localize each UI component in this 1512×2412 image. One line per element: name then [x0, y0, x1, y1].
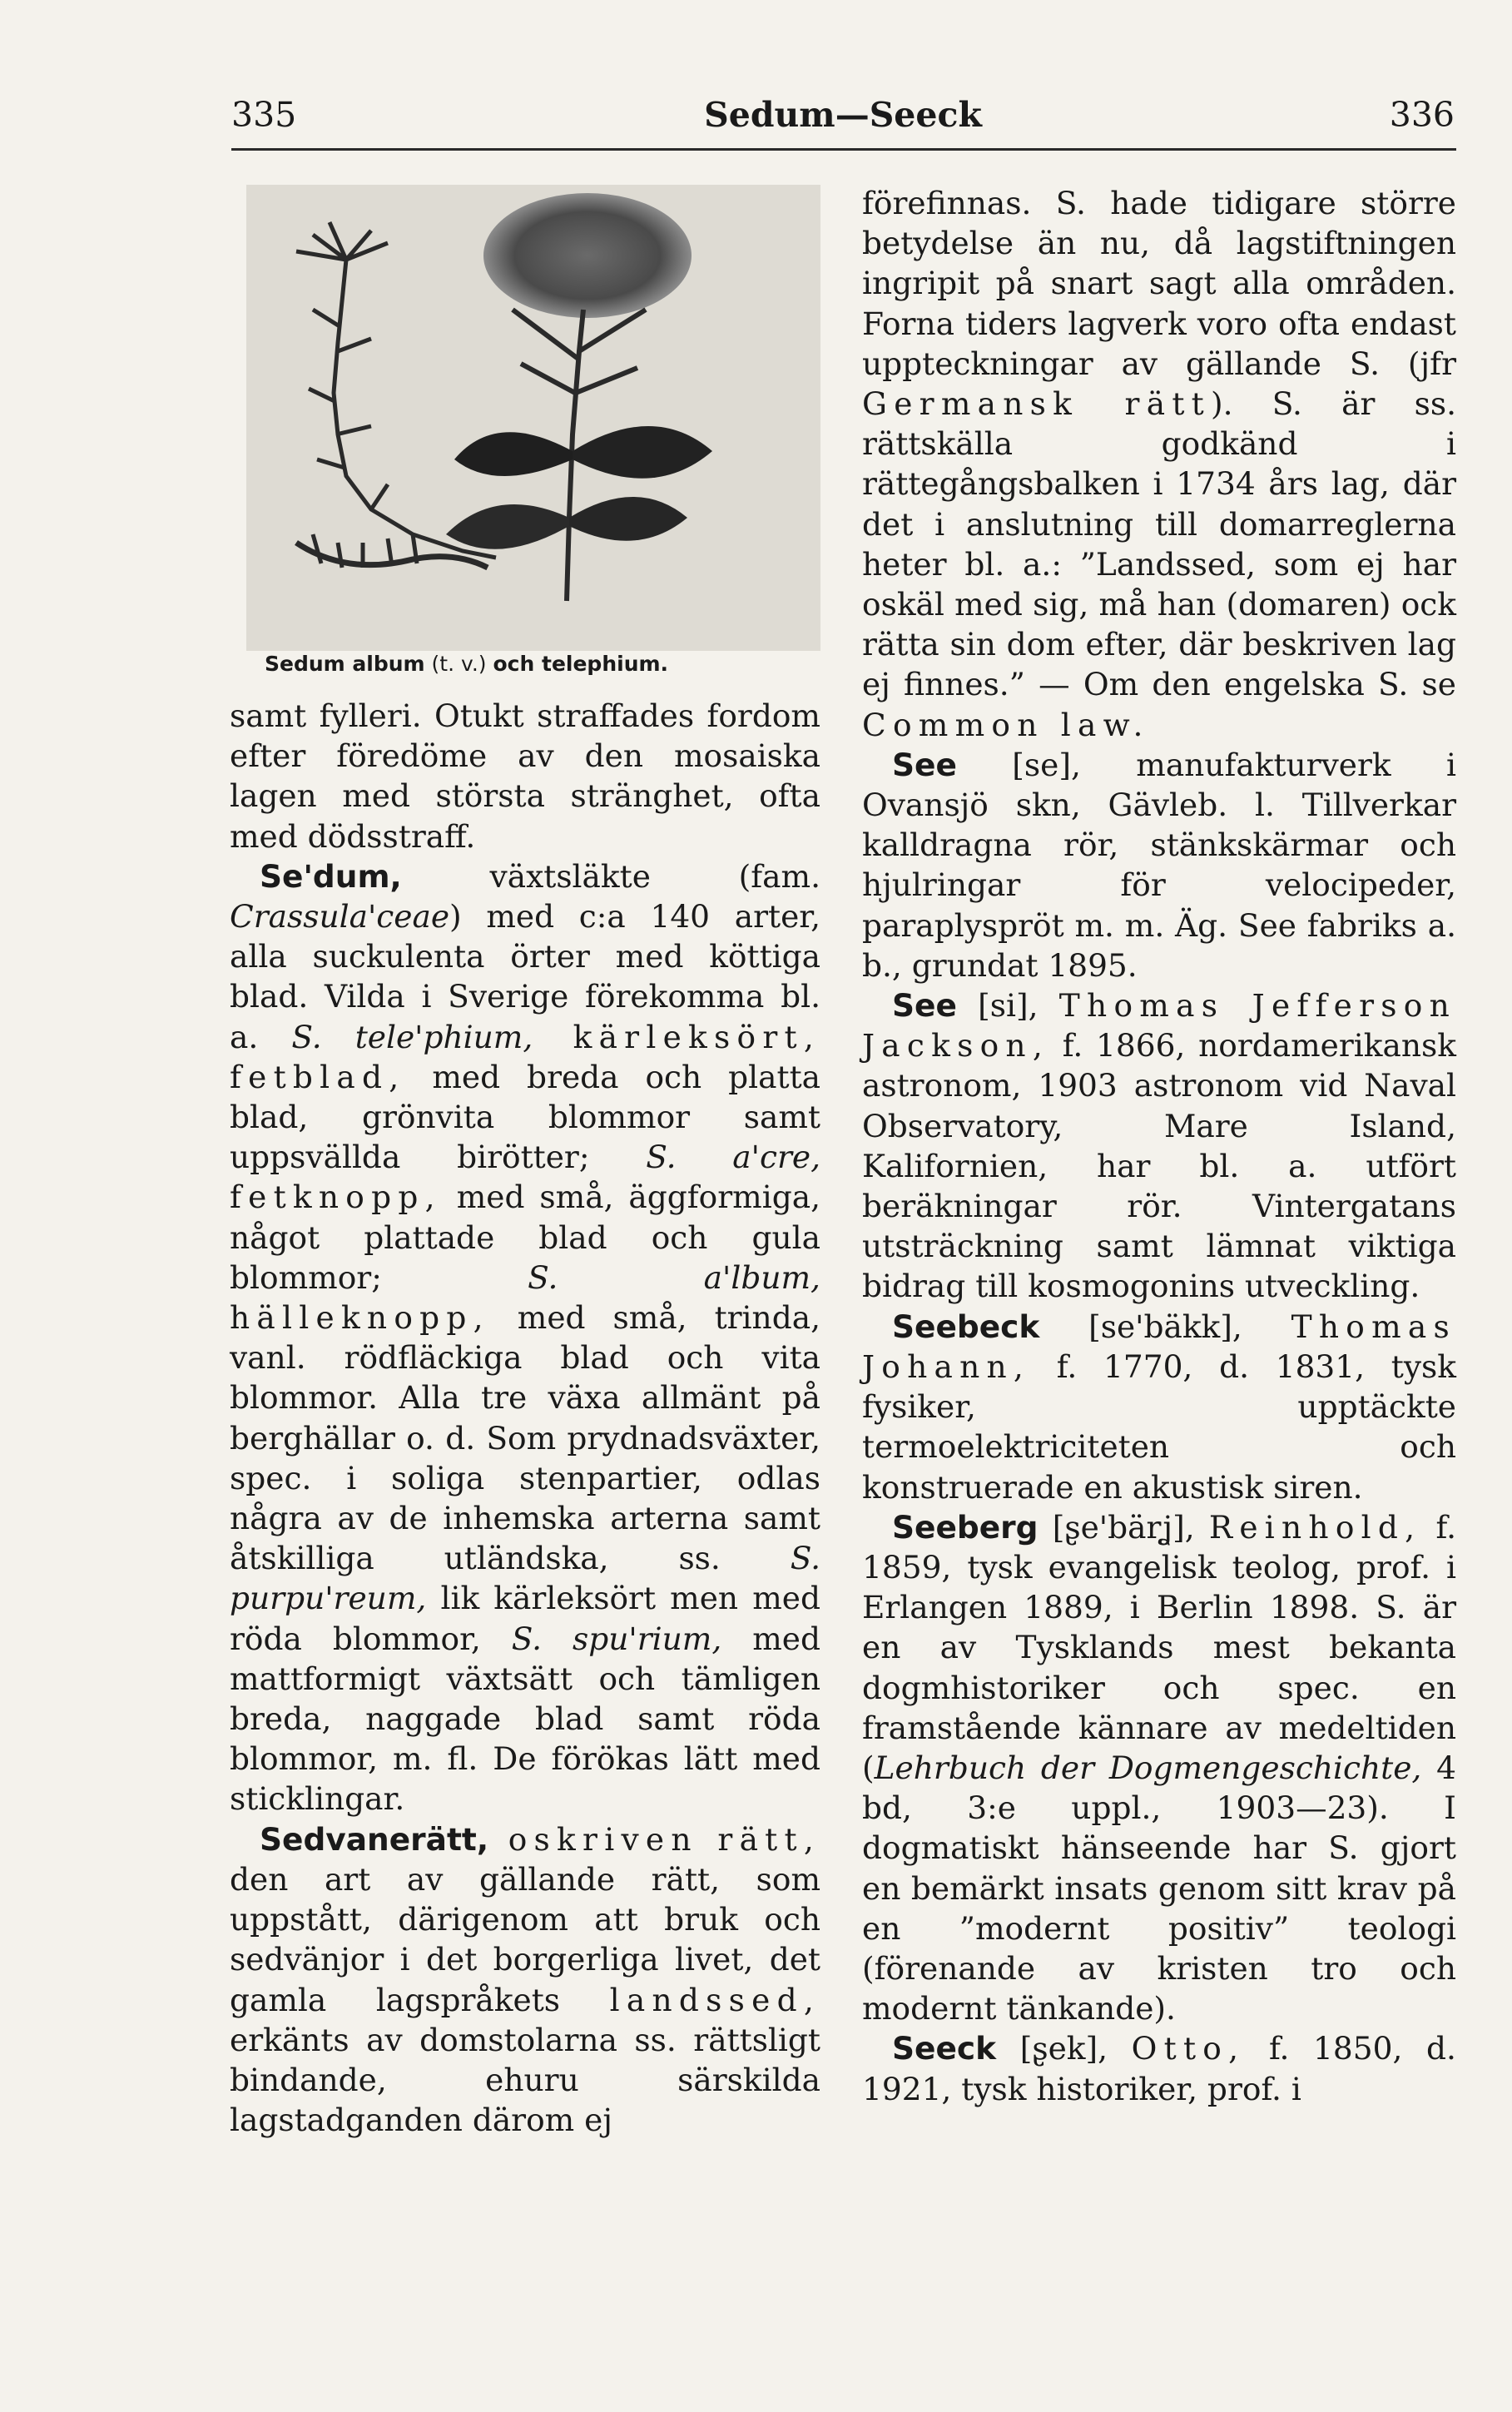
plant-drawing	[246, 185, 820, 651]
headword-sedvanerätt: Sedvanerätt,	[260, 1820, 489, 1858]
header-rule	[231, 148, 1456, 151]
entry-sedvanerätt: Sedvanerätt, oskriven rätt, den art av gällande rätt, som uppstått, därigenom att bruk och sedvänjor i det borgerliga livet, det gamla lagspråkets landssed, erkänts av domstolarna ss. rättsligt bindande, ehuru särskilda lagstadganden därom ej	[230, 1820, 820, 2139]
paragraph-continued: förefinnas. S. hade tidigare större betydelse än nu, då lagstiftningen ingripit på snart sagt alla områden. Forna tiders lagverk voro ofta endast uppteckningar av gällande S. (jfr Germansk rätt). S. är ss. rättskälla godkänd i rättegångsbalken i 1734 års lag, där det i anslutning till domarreglerna heter bl. a.: ”Landssed, som ej har oskäl med sig, må han (domaren) ock rätta sin dom efter, där beskriven lag ej finnes.” — Om den engelska S. se Common law.	[862, 185, 1457, 743]
entry-seebeck: Seebeck [se'bäkk], Thomas Johann, f. 1770, d. 1831, tysk fysiker, upptäckte termoelektriciteten och konstruerade en akustisk siren.	[862, 1308, 1456, 1506]
entry-seeck: Seeck [ʂek], Otto, f. 1850, d. 1921, tysk historiker, prof. i	[862, 2030, 1456, 2107]
entry-see-manufaktur: See [se], manufakturverk i Ovansjö skn, Gävleb. l. Tillverkar kalldragna rör, stänkskärmar och hjulringar för velocipeder, paraplyspröt m. m. Äg. See fabriks a. b., grundat 1895.	[862, 746, 1456, 984]
page-header	[231, 90, 1455, 145]
caption-species-b: och telephium.	[493, 652, 669, 676]
headword-seeberg: Seeberg	[892, 1508, 1039, 1546]
page-number-left: 335	[231, 95, 297, 135]
paragraph-continued: samt fylleri. Otukt straffades fordom efter föredöme av den mosaiska lagen med största stränghet, ofta med dödsstraff.	[230, 697, 820, 855]
figure-caption	[265, 650, 822, 678]
column-left	[230, 696, 820, 2140]
headword-see: See	[892, 746, 957, 783]
caption-species-a: Sedum album	[265, 652, 425, 676]
caption-position: (t. v.)	[424, 652, 493, 676]
headword-seeck: Seeck	[892, 2030, 997, 2067]
page-number-right: 336	[1389, 95, 1455, 135]
column-right	[862, 183, 1456, 2109]
headword-see-2: See	[892, 987, 957, 1025]
entry-seeberg: Seeberg [ʂe'bärʝ], Reinhold, f. 1859, tysk evangelisk teolog, prof. i Erlangen 1889, i Berlin 1898. S. är en av Tysklands mest bekanta dogmhistoriker och spec. en framstående kännare av medeltiden (Lehrbuch der Dogmengeschichte, 4 bd, 3:e uppl., 1903—23). I dogmatiskt hänseende har S. gjort en bemärkt insats genom sitt krav på en ”modernt positiv” teologi (förenande av kristen tro och modernt tänkande).	[862, 1508, 1456, 2027]
entry-see-thomas: See [si], Thomas Jefferson Jackson, f. 1866, nordamerikansk astronom, 1903 astronom vid Naval Observatory, Mare Island, Kalifornien, har bl. a. utfört beräkningar rör. Vintergatans utsträckning samt lämnat viktiga bidrag till kosmogonins utveckling.	[862, 987, 1456, 1305]
sedum-illustration	[246, 185, 820, 651]
headword-sedum: Se'dum,	[260, 857, 402, 895]
entry-sedum: Se'dum, växtsläkte (fam. Crassula'ceae) med c:a 140 arter, alla suckulenta örter med köttiga blad. Vilda i Sverige förekomma bl. a. S. tele'phium, kärleksört, fetblad, med breda och platta blad, grönvita blommor samt uppsvällda birötter; S. a'cre, fetknopp, med små, äggformiga, något plattade blad och gula blommor; S. a'lbum, hälleknopp, med små, trinda, vanl. rödfläckiga blad och vita blommor. Alla tre växa allmänt på berghällar o. d. Som prydnadsväxter, spec. i soliga stenpartier, odlas några av de inhemska arterna samt åtskilliga utländska, ss. S. purpu'reum, lik kärleksört men med röda blommor, S. spu'rium, med mattformigt växtsätt och tämligen breda, naggade blad samt röda blommor, m. fl. De förökas lätt med sticklingar.	[230, 857, 821, 1818]
headword-seebeck: Seebeck	[892, 1308, 1040, 1345]
running-title: Sedum—Seeck	[704, 95, 982, 135]
